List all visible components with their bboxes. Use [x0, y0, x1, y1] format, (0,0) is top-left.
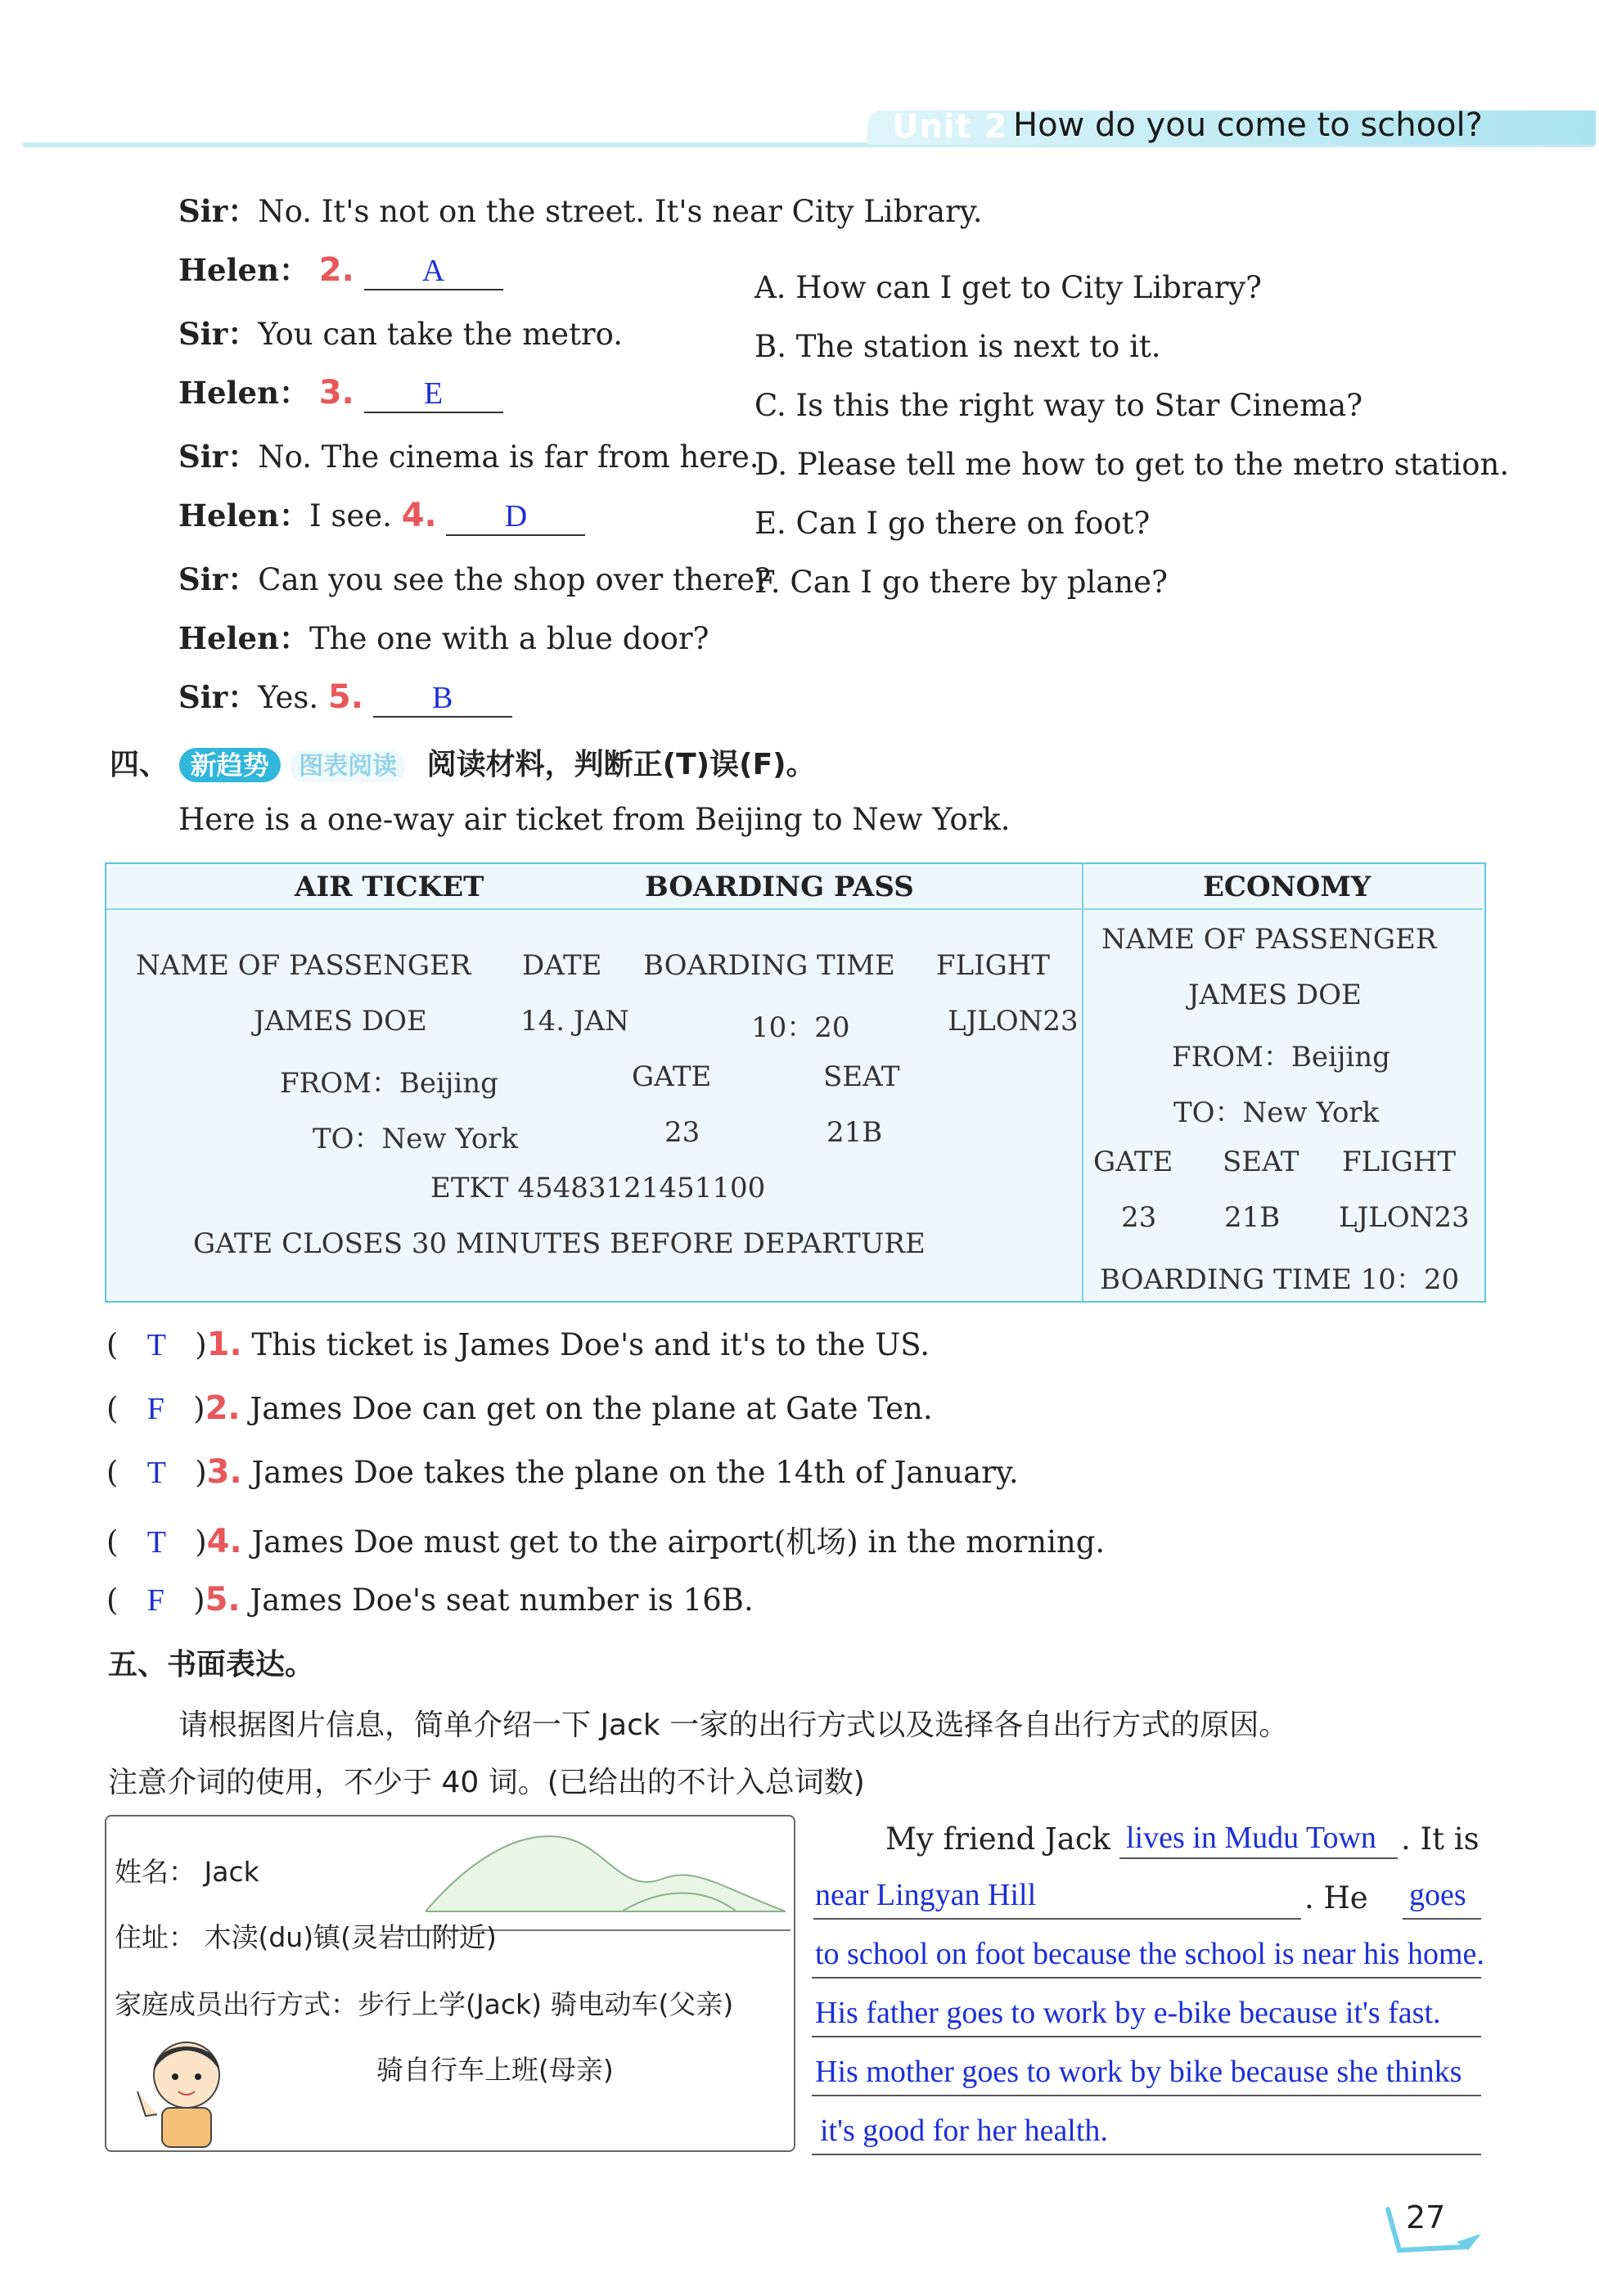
info-address: 住址： 木渎(du)镇(灵岩山附近) — [115, 1921, 497, 1953]
answer-blank[interactable]: A — [364, 253, 503, 290]
speaker-label: Sir： — [178, 439, 259, 475]
stub-name-label: NAME OF PASSENGER — [1101, 923, 1437, 956]
jack-avatar — [121, 2026, 236, 2149]
stub-flight-value: LJLON23 — [1339, 1201, 1470, 1234]
answer-blank[interactable]: D — [446, 498, 585, 536]
dialogue-sir-2 — [178, 309, 623, 353]
dialogue-sir-4 — [178, 555, 771, 599]
tf-statement: James Doe must get to the airport(机场) in the morning. — [251, 1524, 1106, 1560]
question-number: 3. — [206, 1453, 242, 1491]
ticket-from: FROM：Beijing — [280, 1067, 498, 1100]
dialogue-helen-5 — [178, 614, 709, 658]
writing-answer-7: it's good for her health. — [820, 2114, 1108, 2148]
tf-statement: This ticket is James Doe's and it's to the US. — [251, 1327, 930, 1362]
stub-gate-value: 23 — [1121, 1201, 1157, 1234]
speaker-label: Helen： — [178, 252, 309, 288]
chart-reading-badge: 图表阅读 — [291, 750, 405, 782]
dialogue-helen-4 — [178, 491, 585, 536]
tf-answer[interactable]: F — [146, 1583, 164, 1618]
tf-statement: James Doe's seat number is 16B. — [250, 1582, 754, 1618]
dialogue-text: Can you see the shop over there? — [258, 562, 771, 597]
ticket-flight-label: FLIGHT — [936, 949, 1051, 982]
stub-seat-label: SEAT — [1223, 1146, 1299, 1178]
stub-name-value: JAMES DOE — [1188, 979, 1362, 1011]
ticket-intro: Here is a one-way air ticket from Beijing to New York. — [178, 802, 1011, 837]
question-number: 4. — [401, 497, 437, 534]
ticket-header-economy: ECONOMY — [1203, 871, 1372, 903]
option-a: A. How can I get to City Library? — [754, 270, 1263, 305]
stub-from: FROM：Beijing — [1172, 1041, 1390, 1074]
option-f: F. Can I go there by plane? — [754, 565, 1168, 600]
stub-gate-label: GATE — [1093, 1146, 1173, 1178]
answer-blank[interactable]: E — [364, 376, 503, 413]
tf-answer[interactable]: T — [146, 1328, 166, 1362]
dialogue-helen-2 — [178, 245, 503, 290]
tf-item-1: ( T )1. This ticket is James Doe's and it's to the US. — [106, 1326, 930, 1363]
writing-answer-1: lives in Mudu Town — [1126, 1821, 1376, 1855]
dialogue-text: You can take the metro. — [258, 317, 624, 352]
ticket-header-divider — [106, 908, 1483, 910]
writing-answer-2: near Lingyan Hill — [815, 1878, 1037, 1912]
dialogue-text: Yes. — [258, 680, 319, 715]
dialogue-sir-3 — [178, 432, 759, 476]
speaker-label: Sir： — [178, 193, 259, 229]
option-d: D. Please tell me how to get to the metro station. — [754, 447, 1510, 482]
hill-illustration — [426, 1821, 786, 1928]
question-number: 1. — [206, 1326, 242, 1363]
option-e: E. Can I go there on foot? — [754, 506, 1151, 541]
tf-item-4: ( T )4. James Doe must get to the airport(机场) in the morning. — [106, 1523, 1106, 1560]
writing-prefix-1: My friend Jack — [885, 1821, 1110, 1857]
ticket-header-boarding: BOARDING PASS — [645, 871, 914, 903]
ticket-name-value: JAMES DOE — [254, 1005, 427, 1038]
ticket-seat-label: SEAT — [823, 1060, 900, 1093]
trend-badge: 新趋势 — [179, 748, 281, 782]
unit-label: Unit 2 — [892, 108, 1008, 146]
ticket-date-label: DATE — [522, 949, 602, 982]
speaker-label: Helen： — [178, 620, 309, 656]
info-name: 姓名： Jack — [115, 1856, 259, 1888]
question-number: 5. — [205, 1581, 241, 1618]
tf-answer[interactable]: T — [146, 1456, 166, 1490]
dialogue-text: I see. — [309, 498, 392, 533]
writing-answer-4: to school on foot because the school is near his home. — [815, 1937, 1484, 1971]
tf-item-5: ( F )5. James Doe's seat number is 16B. — [106, 1581, 754, 1618]
dialogue-text: The one with a blue door? — [309, 621, 709, 656]
ticket-stub-divider — [1082, 862, 1083, 1301]
tf-statement: James Doe can get on the plane at Gate Ten. — [250, 1391, 933, 1426]
ticket-etkt: ETKT 45483121451100 — [430, 1172, 766, 1204]
speaker-label: Helen： — [178, 497, 309, 533]
header-title: How do you come to school? — [1013, 106, 1483, 144]
question-number: 2. — [205, 1389, 241, 1427]
dialogue-text: No. The cinema is far from here. — [258, 439, 759, 475]
answer-blank[interactable]: B — [373, 680, 512, 718]
speaker-label: Sir： — [178, 316, 259, 352]
ticket-gate-value: 23 — [664, 1116, 700, 1149]
stub-flight-label: FLIGHT — [1342, 1146, 1457, 1178]
ticket-gate-closes: GATE CLOSES 30 MINUTES BEFORE DEPARTURE — [193, 1227, 926, 1260]
stub-btime: BOARDING TIME 10：20 — [1100, 1263, 1460, 1296]
section-instruction: 阅读材料，判断正(T)误(F)。 — [426, 748, 816, 781]
ticket-btime-value: 10：20 — [751, 1011, 850, 1044]
info-travel: 家庭成员出行方式：步行上学(Jack) 骑电动车(父亲) — [115, 1988, 734, 2020]
ticket-name-label: NAME OF PASSENGER — [136, 949, 471, 982]
option-c: C. Is this the right way to Star Cinema? — [754, 388, 1363, 423]
stub-to: TO：New York — [1173, 1096, 1380, 1129]
info-travel-mother: 骑自行车上班(母亲) — [376, 2054, 614, 2086]
question-number: 5. — [327, 678, 363, 716]
section-4-heading — [110, 741, 816, 783]
section-5-heading: 五、书面表达。 — [108, 1648, 315, 1681]
writing-answer-5: His father goes to work by e-bike because it's fast. — [815, 1996, 1441, 2030]
question-number: 4. — [206, 1523, 242, 1560]
option-b: B. The station is next to it. — [754, 329, 1161, 364]
tf-item-3: ( T )3. James Doe takes the plane on the 14th of January. — [106, 1453, 1019, 1491]
dialogue-sir-1 — [178, 187, 982, 231]
writing-prefix-2: . It is — [1401, 1821, 1480, 1857]
dialogue-text: No. It's not on the street. It's near City Library. — [258, 194, 983, 229]
ticket-btime-label: BOARDING TIME — [643, 949, 895, 982]
tf-answer[interactable]: T — [146, 1525, 166, 1560]
writing-instruction-1: 请根据图片信息，简单介绍一下 Jack 一家的出行方式以及选择各自出行方式的原因。 — [178, 1708, 1289, 1742]
writing-answer-3: goes — [1409, 1878, 1466, 1912]
ticket-flight-value: LJLON23 — [948, 1005, 1079, 1038]
speaker-label: Sir： — [178, 679, 259, 715]
speaker-label: Sir： — [178, 561, 259, 597]
writing-instruction-2: 注意介词的使用，不少于 40 词。(已给出的不计入总词数) — [108, 1766, 865, 1799]
tf-answer[interactable]: F — [146, 1392, 164, 1426]
question-number: 2. — [318, 251, 354, 289]
ticket-header-air: AIR TICKET — [295, 871, 484, 903]
writing-answer-6: His mother goes to work by bike because she thinks — [815, 2055, 1462, 2089]
speaker-label: Helen： — [178, 375, 309, 411]
tf-item-2: ( F )2. James Doe can get on the plane at Gate Ten. — [106, 1389, 933, 1427]
dialogue-helen-3 — [178, 368, 503, 413]
stub-seat-value: 21B — [1224, 1201, 1281, 1234]
section-number: 四、 — [110, 748, 169, 781]
ticket-date-value: 14. JAN — [520, 1005, 629, 1038]
page-number: 27 — [1406, 2199, 1446, 2235]
ticket-to: TO：New York — [313, 1123, 519, 1155]
tf-statement: James Doe takes the plane on the 14th of January. — [251, 1455, 1019, 1490]
ticket-seat-value: 21B — [827, 1116, 883, 1149]
dialogue-sir-5 — [178, 673, 512, 718]
question-number: 3. — [318, 374, 354, 412]
ticket-gate-label: GATE — [632, 1060, 712, 1093]
writing-prefix-3: . He — [1304, 1880, 1368, 1916]
